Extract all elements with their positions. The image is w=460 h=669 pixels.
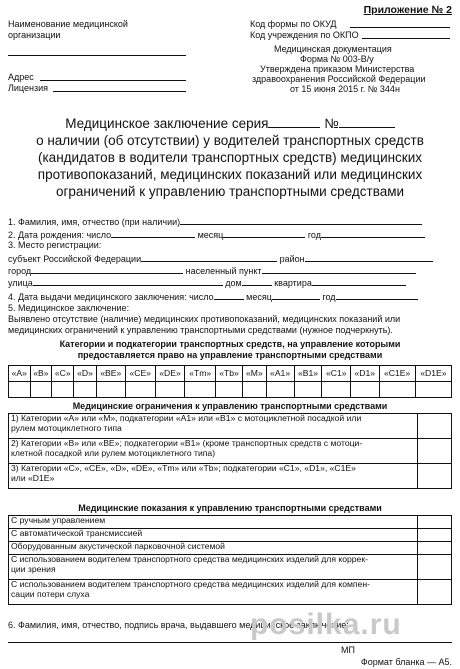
full-name-label: 1. Фамилия, имя, отчество (при наличии): [8, 217, 181, 227]
categories-table: [8, 365, 452, 398]
indication-mark-cell[interactable]: [418, 516, 452, 529]
field-birth-date: [8, 228, 425, 240]
category-mark-cell[interactable]: [351, 382, 380, 398]
apartment-input[interactable]: [312, 276, 406, 286]
license-line: [53, 91, 186, 92]
indication-row: [9, 580, 452, 605]
categories-row: [9, 366, 452, 382]
title-line5: ограничений к управлению транспортными средствами: [55, 184, 405, 199]
house-label: дом: [225, 278, 242, 288]
doc-type: Медицинская документация: [274, 44, 392, 54]
address-line: [40, 80, 186, 81]
category-mark-cell[interactable]: [30, 382, 52, 398]
indication-mark-cell[interactable]: [418, 555, 452, 580]
indication-mark-cell[interactable]: [418, 529, 452, 542]
category-mark-cell[interactable]: [125, 382, 155, 398]
indication-text: С автоматической трансмиссией: [9, 529, 418, 542]
approved-line1: Утверждена приказом Министерства: [260, 64, 415, 74]
indication-mark-cell[interactable]: [418, 580, 452, 605]
stamp-label: МП: [341, 645, 355, 655]
category-cell: «Tm»: [185, 366, 215, 382]
org-name-line: [8, 55, 186, 56]
issue-year-input[interactable]: [336, 290, 418, 300]
approved-line2: здравоохранения Российской Федерации: [252, 74, 426, 84]
district-label: район: [279, 254, 305, 264]
city-label: город: [8, 266, 32, 276]
restriction-text: [9, 439, 418, 464]
conclusion-text-line1: Выявлено отсутствие (наличие) медицинских противопоказаний, медицинских показаний или: [8, 314, 401, 324]
category-cell: «C1E»: [379, 366, 415, 382]
category-mark-cell[interactable]: [322, 382, 351, 398]
license-label: Лицензия: [8, 83, 48, 93]
format-note: Формат бланка — А5.: [360, 657, 452, 667]
restriction-line2: рулем мотоциклетного типа: [11, 422, 122, 433]
category-mark-cell[interactable]: [294, 382, 322, 398]
category-cell: «Tb»: [215, 366, 242, 382]
category-cell: «A1»: [266, 366, 294, 382]
birth-day-label: 2. Дата рождения: число: [8, 230, 112, 240]
apartment-label: квартира: [274, 278, 312, 288]
category-mark-cell[interactable]: [415, 382, 451, 398]
registration-label: 3. Место регистрации:: [8, 240, 102, 250]
category-cell: «CE»: [125, 366, 155, 382]
restriction-text: [9, 414, 418, 439]
issue-month-label: месяц: [246, 292, 272, 302]
title-number-label: №: [324, 116, 339, 131]
restriction-line2: или «D1E»: [11, 472, 55, 483]
approved-line3: от 15 июня 2015 г. № 344н: [290, 84, 400, 94]
category-cell: «D1»: [351, 366, 380, 382]
appendix-label: Приложение № 2: [363, 4, 452, 16]
indications-table: [8, 515, 452, 605]
street-input[interactable]: [33, 276, 223, 286]
restriction-row: [9, 414, 452, 439]
org-name-line2: организации: [8, 30, 61, 40]
category-mark-cell[interactable]: [215, 382, 242, 398]
category-cell: «M»: [243, 366, 266, 382]
indication-row: [9, 555, 452, 580]
title-line1: [0, 116, 460, 132]
city-input[interactable]: [31, 264, 183, 274]
category-mark-cell[interactable]: [74, 382, 96, 398]
categories-heading-line2: предоставляется право на управление транспортными средствами: [77, 350, 383, 360]
restriction-mark-cell[interactable]: [418, 464, 452, 489]
restriction-row: [9, 464, 452, 489]
indication-line1: С использованием водителем транспортного средства медицинских изделий для коррек-: [11, 554, 368, 564]
birth-day-input[interactable]: [111, 228, 195, 238]
field-subject-district: [8, 252, 433, 264]
issue-year-label: год: [322, 292, 336, 302]
birth-month-input[interactable]: [223, 228, 305, 238]
house-input[interactable]: [242, 276, 272, 286]
category-mark-cell[interactable]: [266, 382, 294, 398]
category-cell: «BE»: [96, 366, 125, 382]
field-full-name: [8, 215, 422, 227]
settlement-label: населенный пункт: [185, 266, 262, 276]
series-field[interactable]: [268, 118, 320, 128]
category-cell: «D»: [74, 366, 96, 382]
address-label: Адрес: [8, 72, 34, 82]
indication-row: [9, 516, 452, 529]
indication-line2: сации потери слуха: [11, 588, 90, 599]
field-city-settlement: [8, 264, 416, 276]
category-cell: «B»: [30, 366, 52, 382]
category-mark-cell[interactable]: [9, 382, 31, 398]
subject-label: субъект Российской Федерации: [8, 254, 142, 264]
indication-text: [9, 580, 418, 605]
restriction-text: [9, 464, 418, 489]
birth-month-label: месяц: [197, 230, 224, 240]
category-mark-cell[interactable]: [52, 382, 74, 398]
field-issue-date: [8, 290, 418, 302]
street-label: улица: [8, 278, 33, 288]
indications-heading: Медицинские показания к управлению транспортными средствами: [78, 503, 382, 513]
issue-month-input[interactable]: [272, 290, 320, 300]
full-name-input[interactable]: [180, 215, 422, 225]
categories-mark-row: [9, 382, 452, 398]
category-cell: «C1»: [322, 366, 351, 382]
category-mark-cell[interactable]: [96, 382, 125, 398]
categories-heading-line1: Категории и подкатегории транспортных средств, на управление которыми: [59, 339, 401, 349]
okud-line: [350, 27, 450, 28]
indication-line2: ции зрения: [11, 563, 56, 574]
issue-day-input[interactable]: [214, 290, 244, 300]
restrictions-heading: Медицинские ограничения к управлению транспортными средствами: [72, 401, 388, 411]
indication-text: Оборудованным акустической парковочной системой: [9, 542, 418, 555]
category-mark-cell[interactable]: [155, 382, 185, 398]
org-name-line1: Наименование медицинской: [8, 19, 128, 29]
indication-text: С ручным управлением: [9, 516, 418, 529]
conclusion-label: 5. Медицинское заключение:: [8, 303, 130, 313]
category-cell: «DE»: [155, 366, 185, 382]
restriction-line1: 3) Категории «С», «СЕ», «D», «DE», «Tm» или «Tb»; подкатегории «С1», «D1», «С1Е»: [11, 463, 356, 473]
category-mark-cell[interactable]: [379, 382, 415, 398]
issue-day-label: 4. Дата выдачи медицинского заключения: число: [8, 292, 214, 302]
title-line3: (кандидатов в водители транспортных средств) медицинских: [37, 150, 423, 165]
title-series-label: Медицинское заключение серия: [65, 116, 269, 131]
title-line2: о наличии (об отсутствии) у водителей транспортных средств: [36, 133, 424, 148]
restriction-mark-cell[interactable]: [418, 414, 452, 439]
category-cell: «D1E»: [415, 366, 451, 382]
category-mark-cell[interactable]: [243, 382, 266, 398]
okpo-label: Код учреждения по ОКПО: [250, 30, 359, 40]
watermark: posilka.ru: [250, 608, 402, 641]
restriction-row: [9, 439, 452, 464]
settlement-input[interactable]: [262, 264, 416, 274]
field-street-house: [8, 276, 406, 288]
category-mark-cell[interactable]: [185, 382, 215, 398]
indication-text: [9, 555, 418, 580]
okpo-line: [362, 38, 450, 39]
form-number: Форма № 003-В/у: [300, 54, 374, 64]
category-cell: «A»: [9, 366, 31, 382]
district-input[interactable]: [305, 252, 433, 262]
title-line4: противопоказаний, медицинских показаний или медицинских: [37, 167, 423, 182]
restriction-line1: 2) Категории «В» или «ВЕ»; подкатегории «В1» (кроме транспортных средств с мотоци-: [11, 438, 363, 448]
restriction-line1: 1) Категории «А» или «М», подкатегории «А1» или «В1» с мотоциклетной посадкой или: [11, 413, 362, 423]
restriction-mark-cell[interactable]: [418, 439, 452, 464]
birth-year-input[interactable]: [321, 228, 425, 238]
doctor-signature-label: 6. Фамилия, имя, отчество, подпись врача, выдавшего медицинское заключение:: [8, 620, 349, 630]
restriction-line2: клетной посадкой или рулем мотоциклетного типа): [11, 447, 216, 458]
indication-mark-cell[interactable]: [418, 542, 452, 555]
conclusion-text-line2: медицинских ограничений к управлению транспортными средствами (нужное подчеркнуть).: [8, 325, 393, 335]
restrictions-table: [8, 413, 452, 489]
okud-label: Код формы по ОКУД: [250, 19, 337, 29]
number-field[interactable]: [339, 118, 395, 128]
birth-year-label: год: [307, 230, 321, 240]
category-cell: «B1»: [294, 366, 322, 382]
indication-row: [9, 529, 452, 542]
indication-row: [9, 542, 452, 555]
category-cell: «C»: [52, 366, 74, 382]
subject-input[interactable]: [141, 252, 277, 262]
indication-line1: С использованием водителем транспортного средства медицинских изделий для компен-: [11, 579, 370, 589]
